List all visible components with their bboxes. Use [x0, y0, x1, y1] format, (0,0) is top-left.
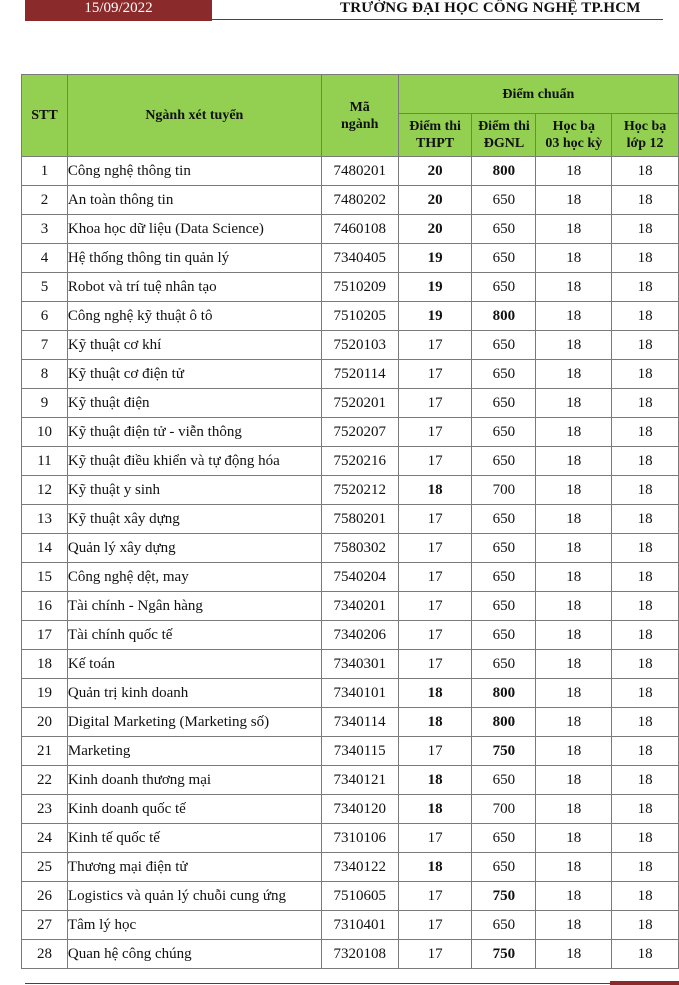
table-row	[22, 389, 679, 418]
cell-major-code: 7340115	[321, 737, 398, 766]
table-row	[22, 186, 679, 215]
table-row	[22, 621, 679, 650]
cell-major-name: Tài chính quốc tế	[67, 621, 321, 650]
cell-score-dgnl: 800	[472, 302, 536, 331]
cell-score-thpt: 17	[398, 592, 472, 621]
cell-score-dgnl: 650	[472, 331, 536, 360]
cell-major-name: Kỹ thuật cơ khí	[67, 331, 321, 360]
table-row	[22, 331, 679, 360]
cell-score-thpt: 17	[398, 389, 472, 418]
table-row	[22, 157, 679, 186]
cell-score-hb12: 18	[612, 273, 679, 302]
cell-stt: 11	[22, 447, 68, 476]
cell-score-dgnl: 700	[472, 795, 536, 824]
cell-stt: 24	[22, 824, 68, 853]
cell-major-code: 7480202	[321, 186, 398, 215]
cell-major-name: Robot và trí tuệ nhân tạo	[67, 273, 321, 302]
cell-stt: 16	[22, 592, 68, 621]
cell-score-hb3: 18	[536, 157, 612, 186]
cell-stt: 13	[22, 505, 68, 534]
table-row	[22, 360, 679, 389]
cell-score-hb12: 18	[612, 824, 679, 853]
cell-score-dgnl: 750	[472, 940, 536, 969]
cell-major-code: 7340120	[321, 795, 398, 824]
cell-major-name: Công nghệ thông tin	[67, 157, 321, 186]
header-stt: STT	[22, 75, 68, 157]
cell-major-code: 7540204	[321, 563, 398, 592]
cell-score-hb12: 18	[612, 650, 679, 679]
cell-score-hb12: 18	[612, 679, 679, 708]
table-row	[22, 592, 679, 621]
cell-major-code: 7460108	[321, 215, 398, 244]
cell-stt: 26	[22, 882, 68, 911]
table-row	[22, 447, 679, 476]
cell-score-hb12: 18	[612, 505, 679, 534]
cell-major-code: 7580302	[321, 534, 398, 563]
cell-score-hb12: 18	[612, 795, 679, 824]
cell-score-dgnl: 700	[472, 476, 536, 505]
cell-score-hb12: 18	[612, 302, 679, 331]
cell-stt: 27	[22, 911, 68, 940]
cell-major-code: 7320108	[321, 940, 398, 969]
cell-score-hb12: 18	[612, 186, 679, 215]
cell-stt: 8	[22, 360, 68, 389]
cell-major-code: 7340201	[321, 592, 398, 621]
cell-major-name: Kế toán	[67, 650, 321, 679]
cell-score-dgnl: 650	[472, 534, 536, 563]
table-row	[22, 940, 679, 969]
cell-major-code: 7340206	[321, 621, 398, 650]
cell-score-hb12: 18	[612, 882, 679, 911]
cell-score-hb3: 18	[536, 708, 612, 737]
header-hb12-line2: lớp 12	[626, 136, 664, 151]
cell-score-hb3: 18	[536, 621, 612, 650]
cell-score-dgnl: 650	[472, 824, 536, 853]
table-row	[22, 911, 679, 940]
header-major: Ngành xét tuyển	[67, 75, 321, 157]
cell-score-hb12: 18	[612, 621, 679, 650]
header-code-line1: Mã	[349, 99, 370, 115]
cell-score-hb12: 18	[612, 940, 679, 969]
cell-score-dgnl: 650	[472, 244, 536, 273]
cell-score-thpt: 17	[398, 621, 472, 650]
cell-score-hb12: 18	[612, 853, 679, 882]
cell-score-hb3: 18	[536, 418, 612, 447]
cell-score-thpt: 17	[398, 418, 472, 447]
cell-stt: 28	[22, 940, 68, 969]
cell-score-hb3: 18	[536, 186, 612, 215]
cell-score-dgnl: 800	[472, 157, 536, 186]
cell-score-thpt: 17	[398, 824, 472, 853]
cell-score-dgnl: 650	[472, 389, 536, 418]
cell-major-name: Kỹ thuật xây dựng	[67, 505, 321, 534]
cell-score-dgnl: 800	[472, 708, 536, 737]
date-tab	[25, 0, 212, 21]
cell-score-dgnl: 650	[472, 650, 536, 679]
table-row	[22, 708, 679, 737]
cell-score-dgnl: 650	[472, 621, 536, 650]
cell-major-name: Công nghệ dệt, may	[67, 563, 321, 592]
cell-score-thpt: 17	[398, 882, 472, 911]
cell-stt: 10	[22, 418, 68, 447]
table-row	[22, 476, 679, 505]
cell-score-dgnl: 650	[472, 447, 536, 476]
cell-major-code: 7340301	[321, 650, 398, 679]
cell-score-dgnl: 650	[472, 215, 536, 244]
cell-score-hb3: 18	[536, 650, 612, 679]
cell-score-hb3: 18	[536, 505, 612, 534]
cell-score-hb12: 18	[612, 592, 679, 621]
table-header	[22, 75, 679, 157]
header-hb12	[612, 114, 679, 157]
cell-score-hb12: 18	[612, 331, 679, 360]
cell-score-hb12: 18	[612, 244, 679, 273]
cell-major-code: 7310401	[321, 911, 398, 940]
cell-score-hb3: 18	[536, 592, 612, 621]
cell-major-name: Kinh tế quốc tế	[67, 824, 321, 853]
cell-major-code: 7310106	[321, 824, 398, 853]
cell-score-hb3: 18	[536, 882, 612, 911]
cell-score-hb3: 18	[536, 911, 612, 940]
table-body	[22, 157, 679, 969]
header-hb3-line2: 03 học kỳ	[545, 136, 603, 151]
page-title: TRƯỜNG ĐẠI HỌC CÔNG NGHỆ TP.HCM	[340, 0, 641, 16]
cell-score-dgnl: 800	[472, 679, 536, 708]
cell-score-thpt: 20	[398, 215, 472, 244]
cell-major-name: Digital Marketing (Marketing số)	[67, 708, 321, 737]
table-row	[22, 824, 679, 853]
cell-score-thpt: 17	[398, 563, 472, 592]
footer-divider	[25, 983, 615, 984]
cell-major-code: 7340114	[321, 708, 398, 737]
table-row	[22, 302, 679, 331]
cell-score-thpt: 20	[398, 157, 472, 186]
cell-score-hb3: 18	[536, 389, 612, 418]
cell-score-hb3: 18	[536, 302, 612, 331]
cell-score-thpt: 17	[398, 737, 472, 766]
cell-score-hb12: 18	[612, 360, 679, 389]
cell-score-hb12: 18	[612, 476, 679, 505]
cell-score-thpt: 19	[398, 273, 472, 302]
header-dgnl-line2: ĐGNL	[483, 136, 525, 151]
cell-major-code: 7520207	[321, 418, 398, 447]
cell-score-thpt: 17	[398, 331, 472, 360]
cell-major-code: 7340101	[321, 679, 398, 708]
cell-major-code: 7520201	[321, 389, 398, 418]
cell-major-name: Kỹ thuật y sinh	[67, 476, 321, 505]
table-row	[22, 679, 679, 708]
table-row	[22, 563, 679, 592]
cell-score-hb3: 18	[536, 853, 612, 882]
cell-score-hb12: 18	[612, 563, 679, 592]
cell-score-thpt: 18	[398, 708, 472, 737]
cell-score-hb3: 18	[536, 360, 612, 389]
cell-major-code: 7520216	[321, 447, 398, 476]
table-row	[22, 215, 679, 244]
cell-stt: 19	[22, 679, 68, 708]
cell-score-thpt: 17	[398, 534, 472, 563]
cell-score-dgnl: 650	[472, 505, 536, 534]
cell-score-hb3: 18	[536, 563, 612, 592]
cell-stt: 4	[22, 244, 68, 273]
table-row	[22, 737, 679, 766]
cell-major-code: 7340405	[321, 244, 398, 273]
header-score-group: Điểm chuẩn	[398, 75, 678, 114]
cell-major-code: 7510605	[321, 882, 398, 911]
header-hb3	[536, 114, 612, 157]
cell-major-name: Kỹ thuật điện	[67, 389, 321, 418]
cell-major-name: Công nghệ kỹ thuật ô tô	[67, 302, 321, 331]
cell-score-hb3: 18	[536, 824, 612, 853]
table-row	[22, 882, 679, 911]
cell-stt: 2	[22, 186, 68, 215]
cell-major-code: 7520114	[321, 360, 398, 389]
cell-score-thpt: 17	[398, 360, 472, 389]
table-row	[22, 650, 679, 679]
cell-score-thpt: 18	[398, 795, 472, 824]
cell-major-name: Logistics và quản lý chuỗi cung ứng	[67, 882, 321, 911]
cell-score-dgnl: 750	[472, 882, 536, 911]
header-divider	[212, 19, 663, 20]
cell-score-dgnl: 650	[472, 911, 536, 940]
cell-major-name: Hệ thống thông tin quản lý	[67, 244, 321, 273]
cell-score-hb3: 18	[536, 273, 612, 302]
cell-score-thpt: 17	[398, 447, 472, 476]
cell-score-thpt: 18	[398, 766, 472, 795]
cell-major-name: Kinh doanh quốc tế	[67, 795, 321, 824]
cell-stt: 21	[22, 737, 68, 766]
cell-score-hb3: 18	[536, 679, 612, 708]
cell-score-hb12: 18	[612, 766, 679, 795]
admission-scores-table	[21, 74, 679, 969]
cell-stt: 18	[22, 650, 68, 679]
cell-stt: 14	[22, 534, 68, 563]
cell-score-thpt: 18	[398, 679, 472, 708]
cell-score-thpt: 17	[398, 940, 472, 969]
cell-stt: 15	[22, 563, 68, 592]
cell-major-code: 7340122	[321, 853, 398, 882]
cell-score-dgnl: 650	[472, 418, 536, 447]
cell-score-thpt: 18	[398, 853, 472, 882]
cell-score-thpt: 17	[398, 911, 472, 940]
cell-score-dgnl: 650	[472, 186, 536, 215]
cell-major-name: Kỹ thuật cơ điện tử	[67, 360, 321, 389]
header-thpt	[398, 114, 472, 157]
table-row	[22, 795, 679, 824]
cell-score-hb3: 18	[536, 215, 612, 244]
header-hb12-line1: Học bạ	[623, 119, 667, 134]
cell-stt: 17	[22, 621, 68, 650]
cell-score-hb3: 18	[536, 737, 612, 766]
table-row	[22, 766, 679, 795]
cell-major-code: 7580201	[321, 505, 398, 534]
cell-score-thpt: 18	[398, 476, 472, 505]
cell-score-hb3: 18	[536, 534, 612, 563]
cell-stt: 3	[22, 215, 68, 244]
table-row	[22, 273, 679, 302]
cell-major-name: Kỹ thuật điều khiển và tự động hóa	[67, 447, 321, 476]
cell-major-name: Kỹ thuật điện tử - viễn thông	[67, 418, 321, 447]
table-row	[22, 853, 679, 882]
header-dgnl-line1: Điểm thi	[478, 119, 530, 134]
cell-score-thpt: 19	[398, 302, 472, 331]
cell-score-hb3: 18	[536, 940, 612, 969]
cell-stt: 23	[22, 795, 68, 824]
cell-stt: 9	[22, 389, 68, 418]
cell-score-dgnl: 650	[472, 273, 536, 302]
cell-score-dgnl: 650	[472, 563, 536, 592]
table-row	[22, 534, 679, 563]
cell-score-hb3: 18	[536, 447, 612, 476]
cell-score-dgnl: 650	[472, 360, 536, 389]
cell-major-name: Tài chính - Ngân hàng	[67, 592, 321, 621]
cell-score-thpt: 17	[398, 505, 472, 534]
cell-major-name: Thương mại điện tử	[67, 853, 321, 882]
cell-major-code: 7340121	[321, 766, 398, 795]
header-thpt-line1: Điểm thi	[409, 119, 461, 134]
header-dgnl	[472, 114, 536, 157]
cell-major-name: Khoa học dữ liệu (Data Science)	[67, 215, 321, 244]
cell-major-name: Tâm lý học	[67, 911, 321, 940]
cell-score-hb12: 18	[612, 534, 679, 563]
cell-score-hb3: 18	[536, 331, 612, 360]
cell-score-hb12: 18	[612, 389, 679, 418]
header-code-line2: ngành	[341, 116, 379, 132]
cell-major-code: 7520212	[321, 476, 398, 505]
cell-major-name: Quản trị kinh doanh	[67, 679, 321, 708]
cell-score-hb12: 18	[612, 737, 679, 766]
cell-score-hb12: 18	[612, 215, 679, 244]
cell-major-name: Quan hệ công chúng	[67, 940, 321, 969]
cell-stt: 6	[22, 302, 68, 331]
cell-stt: 22	[22, 766, 68, 795]
cell-score-hb3: 18	[536, 795, 612, 824]
cell-score-dgnl: 650	[472, 766, 536, 795]
cell-major-name: Quản lý xây dựng	[67, 534, 321, 563]
cell-score-thpt: 20	[398, 186, 472, 215]
cell-major-code: 7520103	[321, 331, 398, 360]
cell-score-hb12: 18	[612, 447, 679, 476]
cell-score-thpt: 19	[398, 244, 472, 273]
cell-stt: 1	[22, 157, 68, 186]
cell-major-code: 7510209	[321, 273, 398, 302]
cell-major-name: An toàn thông tin	[67, 186, 321, 215]
cell-stt: 12	[22, 476, 68, 505]
footer-tab	[610, 981, 679, 985]
cell-score-hb3: 18	[536, 766, 612, 795]
cell-score-hb12: 18	[612, 708, 679, 737]
cell-major-name: Marketing	[67, 737, 321, 766]
cell-score-hb3: 18	[536, 244, 612, 273]
cell-score-hb12: 18	[612, 157, 679, 186]
date-text: 15/09/2022	[84, 0, 153, 16]
cell-major-code: 7480201	[321, 157, 398, 186]
cell-stt: 20	[22, 708, 68, 737]
header-code	[321, 75, 398, 157]
cell-score-thpt: 17	[398, 650, 472, 679]
table-row	[22, 418, 679, 447]
cell-score-hb3: 18	[536, 476, 612, 505]
cell-stt: 7	[22, 331, 68, 360]
table-row	[22, 244, 679, 273]
cell-score-dgnl: 650	[472, 853, 536, 882]
cell-score-dgnl: 750	[472, 737, 536, 766]
header-thpt-line2: THPT	[416, 136, 455, 151]
cell-score-hb12: 18	[612, 418, 679, 447]
cell-stt: 5	[22, 273, 68, 302]
header-hb3-line1: Học bạ	[552, 119, 595, 134]
cell-major-name: Kinh doanh thương mại	[67, 766, 321, 795]
cell-score-dgnl: 650	[472, 592, 536, 621]
cell-stt: 25	[22, 853, 68, 882]
cell-major-code: 7510205	[321, 302, 398, 331]
table-row	[22, 505, 679, 534]
cell-score-hb12: 18	[612, 911, 679, 940]
